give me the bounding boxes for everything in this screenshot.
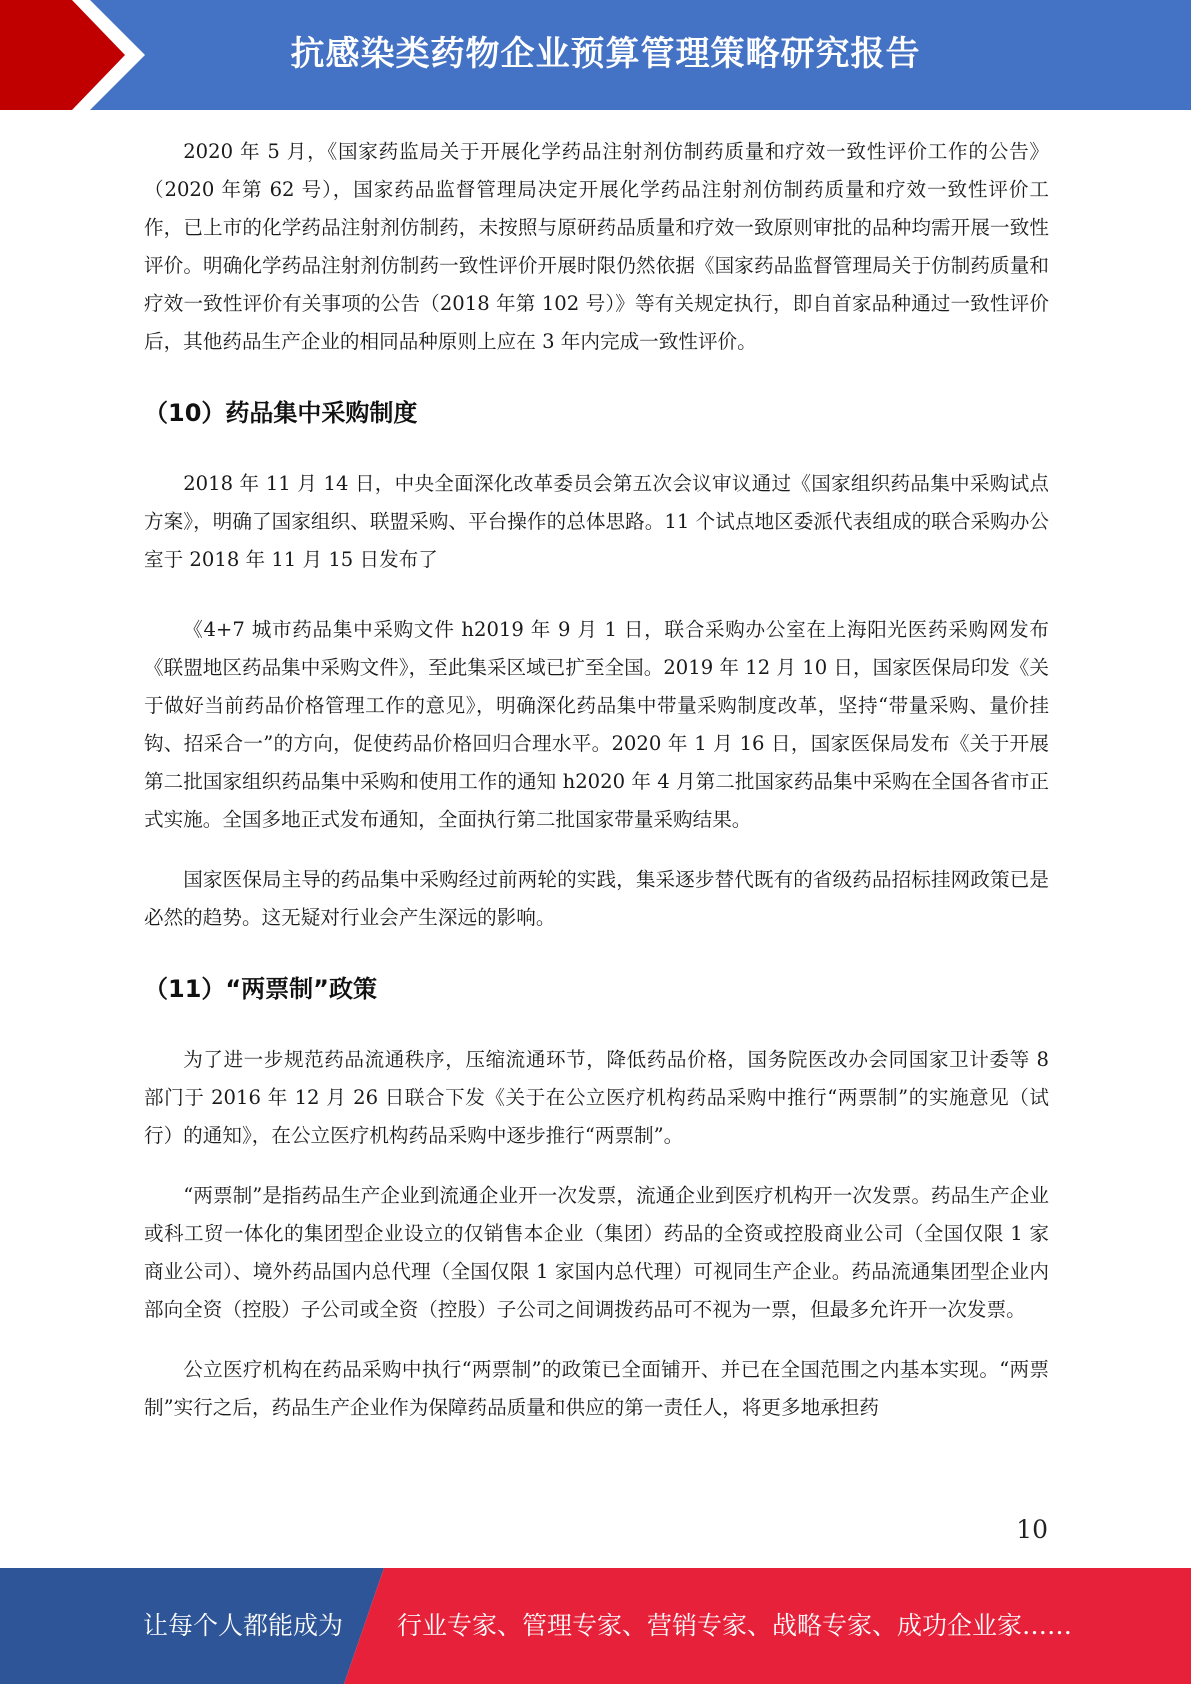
section-10-paragraph-2: 《4+7 城市药品集中采购文件 h2019 年 9 月 1 日，联合采购办公室在上海阳光医药采购网发布《联盟地区药品集中采购文件》，至此集采区域已扩至全国。2019 年 12 月 10 日，国家医保局印发《关于做好当前药品价格管理工作的意见》，明确深化药品集中带量采购制度改革，坚持“带量采购、量价挂钩、招采合一”的方向，促使药品价格回归合理水平。2020 年 1 月 16 日，国家医保局发布《关于开展第二批国家组织药品集中采购和使用工作的通知 h2020 年 4 月第二批国家药品集中采购在全国各省市正式实施。全国多地正式发布通知，全面执行第二批国家带量采购结果。 xyxy=(144,618,1049,831)
section-10-heading: （10）药品集中采购制度 xyxy=(144,399,418,427)
section-11-paragraph-1: 为了进一步规范药品流通秩序，压缩流通环节，降低药品价格，国务院医改办会同国家卫计委等 8 部门于 2016 年 12 月 26 日联合下发《关于在公立医疗机构药品采购中推行“两票制”的实施意见（试行）的通知》，在公立医疗机构药品采购中逐步推行“两票制”。 xyxy=(144,1048,1049,1147)
section-11-paragraph-2: “两票制”是指药品生产企业到流通企业开一次发票，流通企业到医疗机构开一次发票。药品生产企业或科工贸一体化的集团型企业设立的仅销售本企业（集团）药品的全资或控股商业公司（全国仅限 1 家商业公司）、境外药品国内总代理（全国仅限 1 家国内总代理）可视同生产企业。药品流通集团型企业内部向全资（控股）子公司或全资（控股）子公司之间调拨药品可不视为一票，但最多允许开一次发票。 xyxy=(144,1184,1049,1321)
section-10-paragraph-3: 国家医保局主导的药品集中采购经过前两轮的实践，集采逐步替代既有的省级药品招标挂网政策已是必然的趋势。这无疑对行业会产生深远的影响。 xyxy=(144,868,1049,929)
page-content xyxy=(144,133,1049,1427)
page-header xyxy=(0,0,1191,110)
intro-paragraph: 2020 年 5 月，《国家药监局关于开展化学药品注射剂仿制药质量和疗效一致性评价工作的公告》（2020 年第 62 号），国家药品监督管理局决定开展化学药品注射剂仿制药质量和疗效一致性评价工作，已上市的化学药品注射剂仿制药，未按照与原研药品质量和疗效一致原则审批的品种均需开展一致性评价。明确化学药品注射剂仿制药一致性评价开展时限仍然依据《国家药品监督管理局关于仿制药质量和疗效一致性评价有关事项的公告（2018 年第 102 号）》等有关规定执行，即自首家品种通过一致性评价后，其他药品生产企业的相同品种原则上应在 3 年内完成一致性评价。 xyxy=(144,140,1049,353)
page-number: 10 xyxy=(1016,1515,1048,1544)
section-10-paragraph-1: 2018 年 11 月 14 日，中央全面深化改革委员会第五次会议审议通过《国家组织药品集中采购试点方案》，明确了国家组织、联盟采购、平台操作的总体思路。11 个试点地区委派代表组成的联合采购办公室于 2018 年 11 月 15 日发布了 xyxy=(144,472,1049,571)
footer-slogan-left: 让每个人都能成为 xyxy=(143,1611,344,1640)
footer-slogan-right: 行业专家、管理专家、营销专家、战略专家、成功企业家…… xyxy=(397,1611,1073,1640)
report-title: 抗感染类药物企业预算管理策略研究报告 xyxy=(290,34,921,74)
section-11-paragraph-3: 公立医疗机构在药品采购中执行“两票制”的政策已全面铺开、并已在全国范围之内基本实现。“两票制”实行之后，药品生产企业作为保障药品质量和供应的第一责任人，将更多地承担药 xyxy=(144,1358,1049,1419)
section-11-heading: （11）“两票制”政策 xyxy=(144,975,377,1003)
page-footer xyxy=(0,1568,1191,1684)
